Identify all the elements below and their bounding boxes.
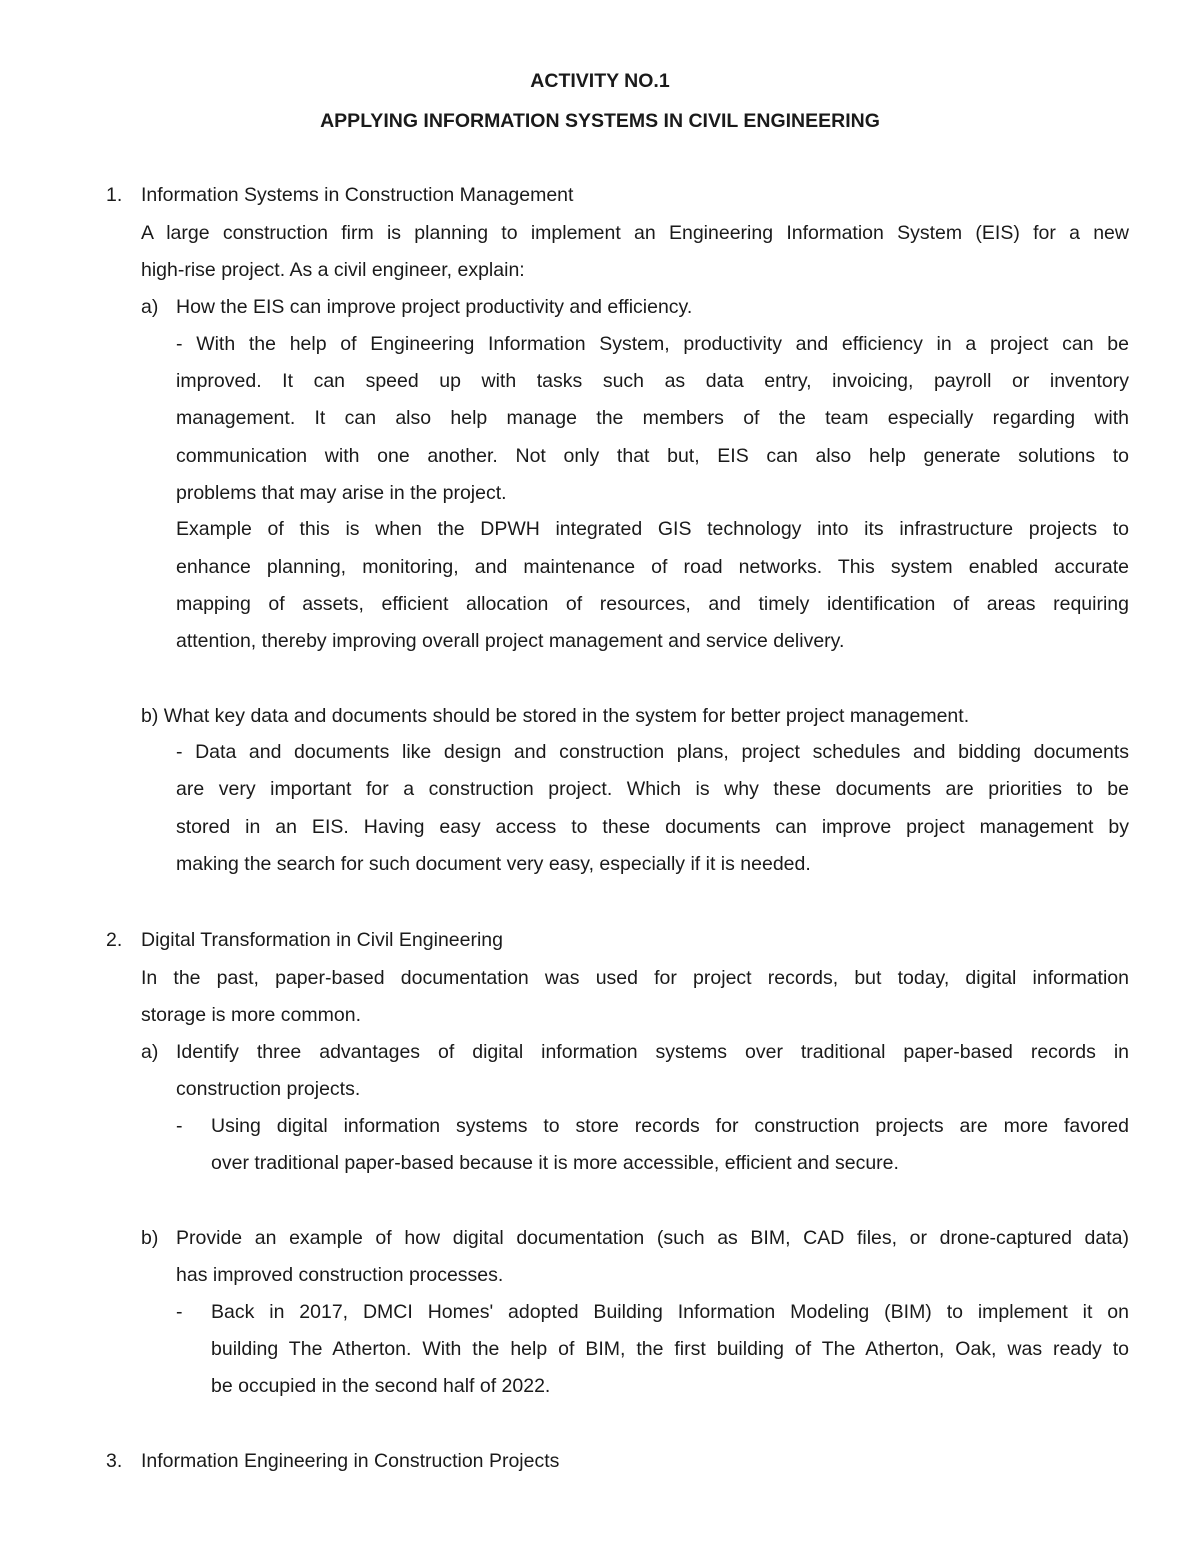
- section-2a-answer-line: over traditional paper-based because it is more accessible, efficient and secure.: [211, 1152, 899, 1174]
- section-1b-answer-line: are very important for a construction project. Which is why these documents are priorities to be: [176, 778, 1129, 800]
- section-2a-answer-line: Using digital information systems to store records for construction projects are more favored: [211, 1115, 1129, 1137]
- section-1-number: 1.: [106, 184, 123, 206]
- section-1-intro-line: high-rise project. As a civil engineer, explain:: [141, 259, 525, 281]
- section-2-heading: Digital Transformation in Civil Engineering: [141, 929, 503, 951]
- section-1a-answer-line: management. It can also help manage the members of the team especially regarding with: [176, 407, 1129, 429]
- section-2b-label: b): [141, 1227, 159, 1249]
- section-1b-answer-line: - Data and documents like design and construction plans, project schedules and bidding documents: [176, 741, 1129, 763]
- section-1b-question: b) What key data and documents should be stored in the system for better project management.: [141, 705, 970, 727]
- section-2-number: 2.: [106, 929, 123, 951]
- section-1a-answer-line: communication with one another. Not only that but, EIS can also help generate solutions to: [176, 445, 1129, 467]
- page-subtitle: APPLYING INFORMATION SYSTEMS IN CIVIL ENGINEERING: [320, 110, 880, 132]
- section-2-intro-line: In the past, paper-based documentation was used for project records, but today, digital information: [141, 967, 1129, 989]
- section-2b-question-line: Provide an example of how digital documentation (such as BIM, CAD files, or drone-captured data): [176, 1227, 1129, 1249]
- page-title: ACTIVITY NO.1: [530, 70, 670, 92]
- section-1a-answer-line: - With the help of Engineering Information System, productivity and efficiency in a project can be: [176, 333, 1129, 355]
- section-1a-example-line: mapping of assets, efficient allocation of resources, and timely identification of areas requiring: [176, 593, 1129, 615]
- section-2b-question-line: has improved construction processes.: [176, 1264, 504, 1286]
- section-1a-example-line: Example of this is when the DPWH integrated GIS technology into its infrastructure projects to: [176, 518, 1129, 540]
- section-2a-question-line: Identify three advantages of digital information systems over traditional paper-based records in: [176, 1041, 1129, 1063]
- section-1b-answer-line: stored in an EIS. Having easy access to these documents can improve project management by: [176, 816, 1129, 838]
- section-1-intro-line: A large construction firm is planning to implement an Engineering Information System (EIS) for a new: [141, 222, 1129, 244]
- section-2b-answer-line: building The Atherton. With the help of BIM, the first building of The Atherton, Oak, was ready to: [211, 1338, 1129, 1360]
- section-1a-label: a): [141, 296, 159, 318]
- section-1a-example-line: enhance planning, monitoring, and maintenance of road networks. This system enabled accurate: [176, 556, 1129, 578]
- section-1-heading: Information Systems in Construction Management: [141, 184, 574, 206]
- section-2a-question-line: construction projects.: [176, 1078, 361, 1100]
- section-1a-answer-line: problems that may arise in the project.: [176, 482, 507, 504]
- section-3-heading: Information Engineering in Construction Projects: [141, 1450, 560, 1472]
- section-2-intro-line: storage is more common.: [141, 1004, 361, 1026]
- section-1a-example-line: attention, thereby improving overall project management and service delivery.: [176, 630, 845, 652]
- section-1a-question: How the EIS can improve project productivity and efficiency.: [176, 296, 693, 318]
- section-3-number: 3.: [106, 1450, 123, 1472]
- section-1a-answer-line: improved. It can speed up with tasks such as data entry, invoicing, payroll or inventory: [176, 370, 1129, 392]
- section-2b-answer-line: Back in 2017, DMCI Homes' adopted Building Information Modeling (BIM) to implement it on: [211, 1301, 1129, 1323]
- section-2a-dash: -: [176, 1115, 183, 1137]
- section-2b-answer-line: be occupied in the second half of 2022.: [211, 1375, 551, 1397]
- section-2a-label: a): [141, 1041, 159, 1063]
- section-1b-answer-line: making the search for such document very easy, especially if it is needed.: [176, 853, 811, 875]
- section-2b-dash: -: [176, 1301, 183, 1323]
